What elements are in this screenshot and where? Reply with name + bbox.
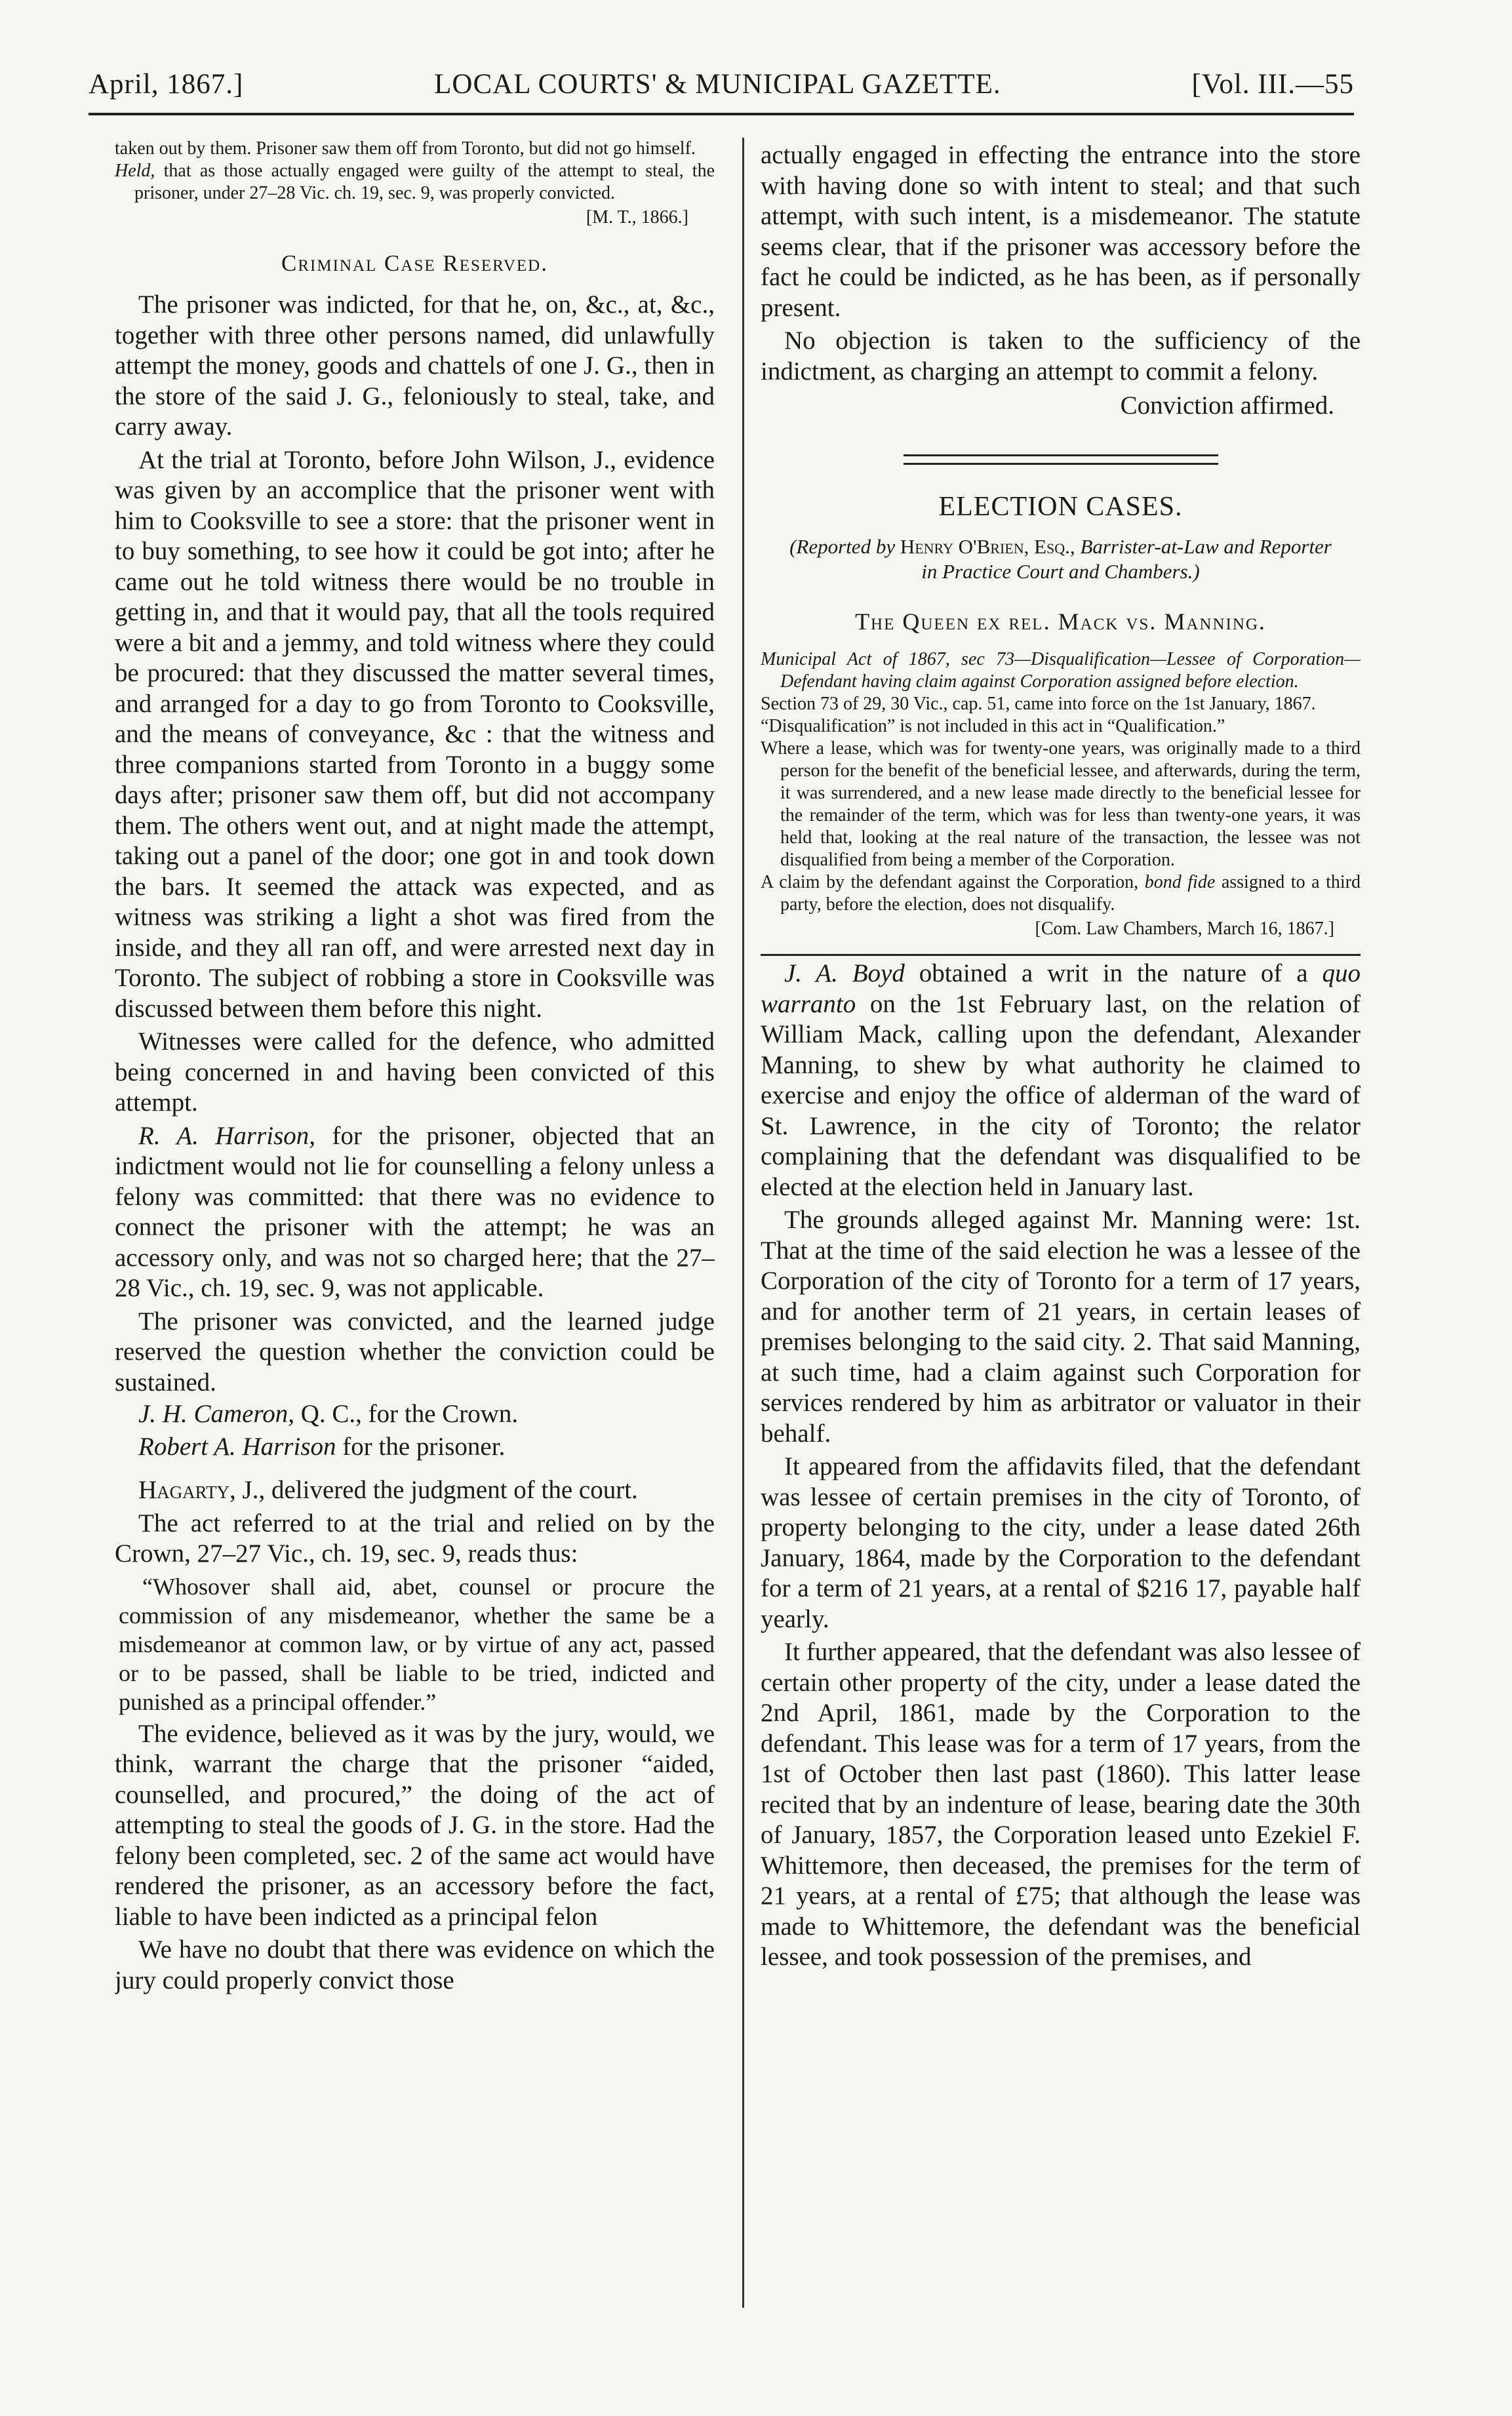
paragraph-no-objection: No objection is taken to the sufficiency of the indictment, as charging an attempt to commit a felony. — [761, 327, 1361, 386]
section-heading: Criminal Case Reserved. — [281, 250, 548, 276]
judge-name: Hagarty, — [138, 1476, 236, 1504]
quo-warranto: quo warranto — [761, 959, 1361, 1018]
headnote-held-lead: Held, — [115, 161, 155, 181]
paragraph-trial: At the trial at Toronto, before John Wilson, J., evidence was given by an accomplice that the prisoner went with him to Cooksville to see a store: that the prisoner went in to buy something, to see how it could be got into; after he came out he told witness there would be no trouble in getting in, and that it would pay, that all the tools required were a bit and a jemmy, and told witness where they could be procured: that they discussed the matter several times, and arranged for a day to go from Toronto to Cooksville, and the means of conveyance, &c : that the witness and three companions started from Toronto in a buggy some days after; prisoner saw them off, but did not accompany them. The others went out, and at night made the attempt, taking out a panel of the door; one got in and took down the bars. It seemed the attack was expected, and as witness was striking a light a shot was fired from the inside, and they all ran off, and were arrested next day in Toronto. The subject of robbing a store in Cooksville was discussed between them before this night. — [115, 445, 715, 1023]
counsel-prisoner-role: for the prisoner. — [336, 1433, 506, 1461]
reporter-name: Henry O'Brien, Esq., — [900, 535, 1075, 558]
left-column — [115, 138, 715, 2321]
reporter-note — [780, 534, 1341, 584]
headnote-lease: Where a lease, which was for twenty-one years, was originally made to a third person for the benefit of the beneficial lessee, and afterwards, during the term, it was surrendered, and a new lease made directly to the beneficial lessee for the remainder of the term, which was for less than twenty-one years, it was held that, looking at the real nature of the transaction, the lessee was not disqualified from being a member of the Corporation. — [761, 738, 1361, 870]
headnote-claim — [761, 871, 1361, 916]
case-title: The Queen ex rel. Mack vs. Manning. — [855, 608, 1266, 635]
header-volume: [Vol. III.—55 — [1191, 68, 1354, 100]
headnote-held-rest: that as those actually engaged were guilty of the attempt to steal, the prisoner, under 27–28 Vic. ch. 19, sec. 9, was properly convicted. — [134, 161, 715, 203]
headnote-claim-a: A claim by the defendant against the Corporation, — [761, 872, 1145, 892]
chambers-citation: [Com. Law Chambers, March 16, 1867.] — [1035, 919, 1334, 939]
headnote-section-73: Section 73 of 29, 30 Vic., cap. 51, came into force on the 1st January, 1867. — [761, 694, 1316, 714]
paragraph-further: It further appeared, that the defendant was also lessee of certain other property of the city, under a lease dated the 2nd April, 1861, made by the Corporation to the defendant. This lease was for a term of 17 years, from the 1st of October then last past (1860). This latter lease recited that by an indenture of lease, bearing date the 30th of January, 1857, the Corporation leased unto Ezekiel F. Whittemore, then deceased, the premises for the term of 21 years, at a rental of £75; that although the lease was made to Whittemore, the defendant was the beneficial lessee, and took possession of the premises, and — [761, 1638, 1361, 1971]
paragraph-convicted: The prisoner was convicted, and the learned judge reserved the question whether the conviction could be sustained. — [115, 1307, 715, 1396]
counsel-crown-role: Q. C., for the Crown. — [294, 1400, 519, 1428]
paragraph-continued: actually engaged in effecting the entrance into the store with having done so with intent to steal; and that such attempt, with such intent, is a misdemeanor. The statute seems clear, that if the prisoner was accessory before the fact he could be indicted, as he has been, as if personally present. — [761, 141, 1361, 322]
judgment-intro: J., delivered the judgment of the court. — [235, 1476, 638, 1504]
headnote-continued: taken out by them. Prisoner saw them off from Toronto, but did not go himself. — [115, 138, 696, 159]
headnote-municipal-act: Municipal Act of 1867, sec 73—Disqualification—Lessee of Corporation—Defendant having claim against Corporation assigned before election. — [761, 649, 1361, 692]
paragraph-indictment: The prisoner was indicted, for that he, on, &c., at, &c., together with three other persons named, did unlawfully attempt the money, goods and chattels of one J. G., then in the store of the said J. G., feloniously to steal, take, and carry away. — [115, 290, 715, 441]
reporter-rest: Barrister-at-Law and Reporter in Practice Court and Chambers.) — [921, 535, 1332, 583]
election-cases-title: ELECTION CASES. — [938, 492, 1183, 522]
reporter-lead: (Reported by — [789, 535, 900, 558]
header-date: April, 1867.] — [89, 68, 244, 100]
headnote-claim-bona-fide: bond fide — [1144, 872, 1216, 892]
paragraph-witnesses: Witnesses were called for the defence, who admitted being concerned in and having been convicted of this attempt. — [115, 1027, 715, 1117]
header-title: LOCAL COURTS' & MUNICIPAL GAZETTE. — [434, 68, 1001, 100]
boyd-rest: on the 1st February last, on the relation of William Mack, calling upon the defendant, Alexander Manning, to shew by what authority he claimed to exercise and enjoy the office of alderman of the ward of St. Lawrence, in the city of Toronto; the relator complaining that the defendant was disqualified to be elected at the election held in January last. — [761, 989, 1361, 1201]
column-divider — [742, 138, 744, 2308]
headnote-disqualification: “Disqualification” is not included in this act in “Qualification.” — [761, 716, 1225, 736]
counsel-prisoner-name: Robert A. Harrison — [138, 1433, 336, 1461]
headnote-rule — [761, 954, 1361, 956]
paragraph-judgment — [115, 1475, 715, 1506]
counsel-boyd: J. A. Boyd — [784, 959, 905, 987]
paragraph-objection — [115, 1121, 715, 1304]
header-rule — [89, 113, 1354, 115]
conviction-affirmed: Conviction affirmed. — [1120, 391, 1334, 420]
term-citation: [M. T., 1866.] — [586, 207, 688, 228]
paragraph-no-doubt: We have no doubt that there was evidence on which the jury could properly convict those — [115, 1935, 715, 1994]
objection-text: for the prisoner, objected that an indictment would not lie for counselling a felony unless a felony was committed: that there was no evidence to connect the prisoner with the attempt; he was an accessory only, and was not so charged here; that the 27–28 Vic., ch. 19, sec. 9, was not applicable. — [115, 1121, 715, 1302]
statute-quote: “Whosover shall aid, abet, counsel or procure the commission of any misdemeanor, whether the same be a misdemeanor at common law, or by virtue of any act, passed or to be passed, shall be liable to be tried, indicted and punished as a principal offender.” — [119, 1573, 715, 1715]
counsel-crown-name: J. H. Cameron, — [138, 1400, 294, 1428]
paragraph-grounds: The grounds alleged against Mr. Manning were: 1st. That at the time of the said election he was a lessee of the Corporation of the city of Toronto for a term of 17 years, and for another term of 21 years, in certain leases of premises belonging to the said city. 2. That said Manning, at such time, had a claim against such Corporation for services rendered by him as arbitrator or valuator in their behalf. — [761, 1206, 1361, 1448]
section-double-rule — [904, 454, 1218, 465]
paragraph-evidence: The evidence, believed as it was by the jury, would, we think, warrant the charge that the prisoner “aided, counselled, and procured,” the doing of the act of attempting to steal the goods of J. G. in the store. Had the felony been completed, sec. 2 of the same act would have rendered the prisoner, as an accessory before the fact, liable to have been indicted as a principal felon — [115, 1719, 715, 1931]
counsel-prisoner — [115, 1431, 715, 1463]
paragraph-boyd — [761, 959, 1361, 1202]
page-header — [89, 58, 1354, 110]
paragraph-affidavits: It appeared from the affidavits filed, that the defendant was lessee of certain premises in the city of Toronto, of property belonging to the city, under a lease dated 26th January, 1864, made by the Corporation to the defendant for a term of 21 years, at a rental of $216 17, payable half yearly. — [761, 1452, 1361, 1633]
paragraph-act: The act referred to at the trial and relied on by the Crown, 27–27 Vic., ch. 19, sec. 9, reads thus: — [115, 1509, 715, 1568]
counsel-harrison: R. A. Harrison, — [138, 1121, 316, 1150]
headnote-held — [115, 160, 715, 205]
boyd-mid: obtained a writ in the nature of a — [904, 959, 1323, 987]
headnote-claim-c: assigned to a third party, before the election, does not disqualify. — [780, 872, 1361, 915]
right-column — [761, 138, 1361, 2321]
counsel-crown — [115, 1398, 715, 1431]
